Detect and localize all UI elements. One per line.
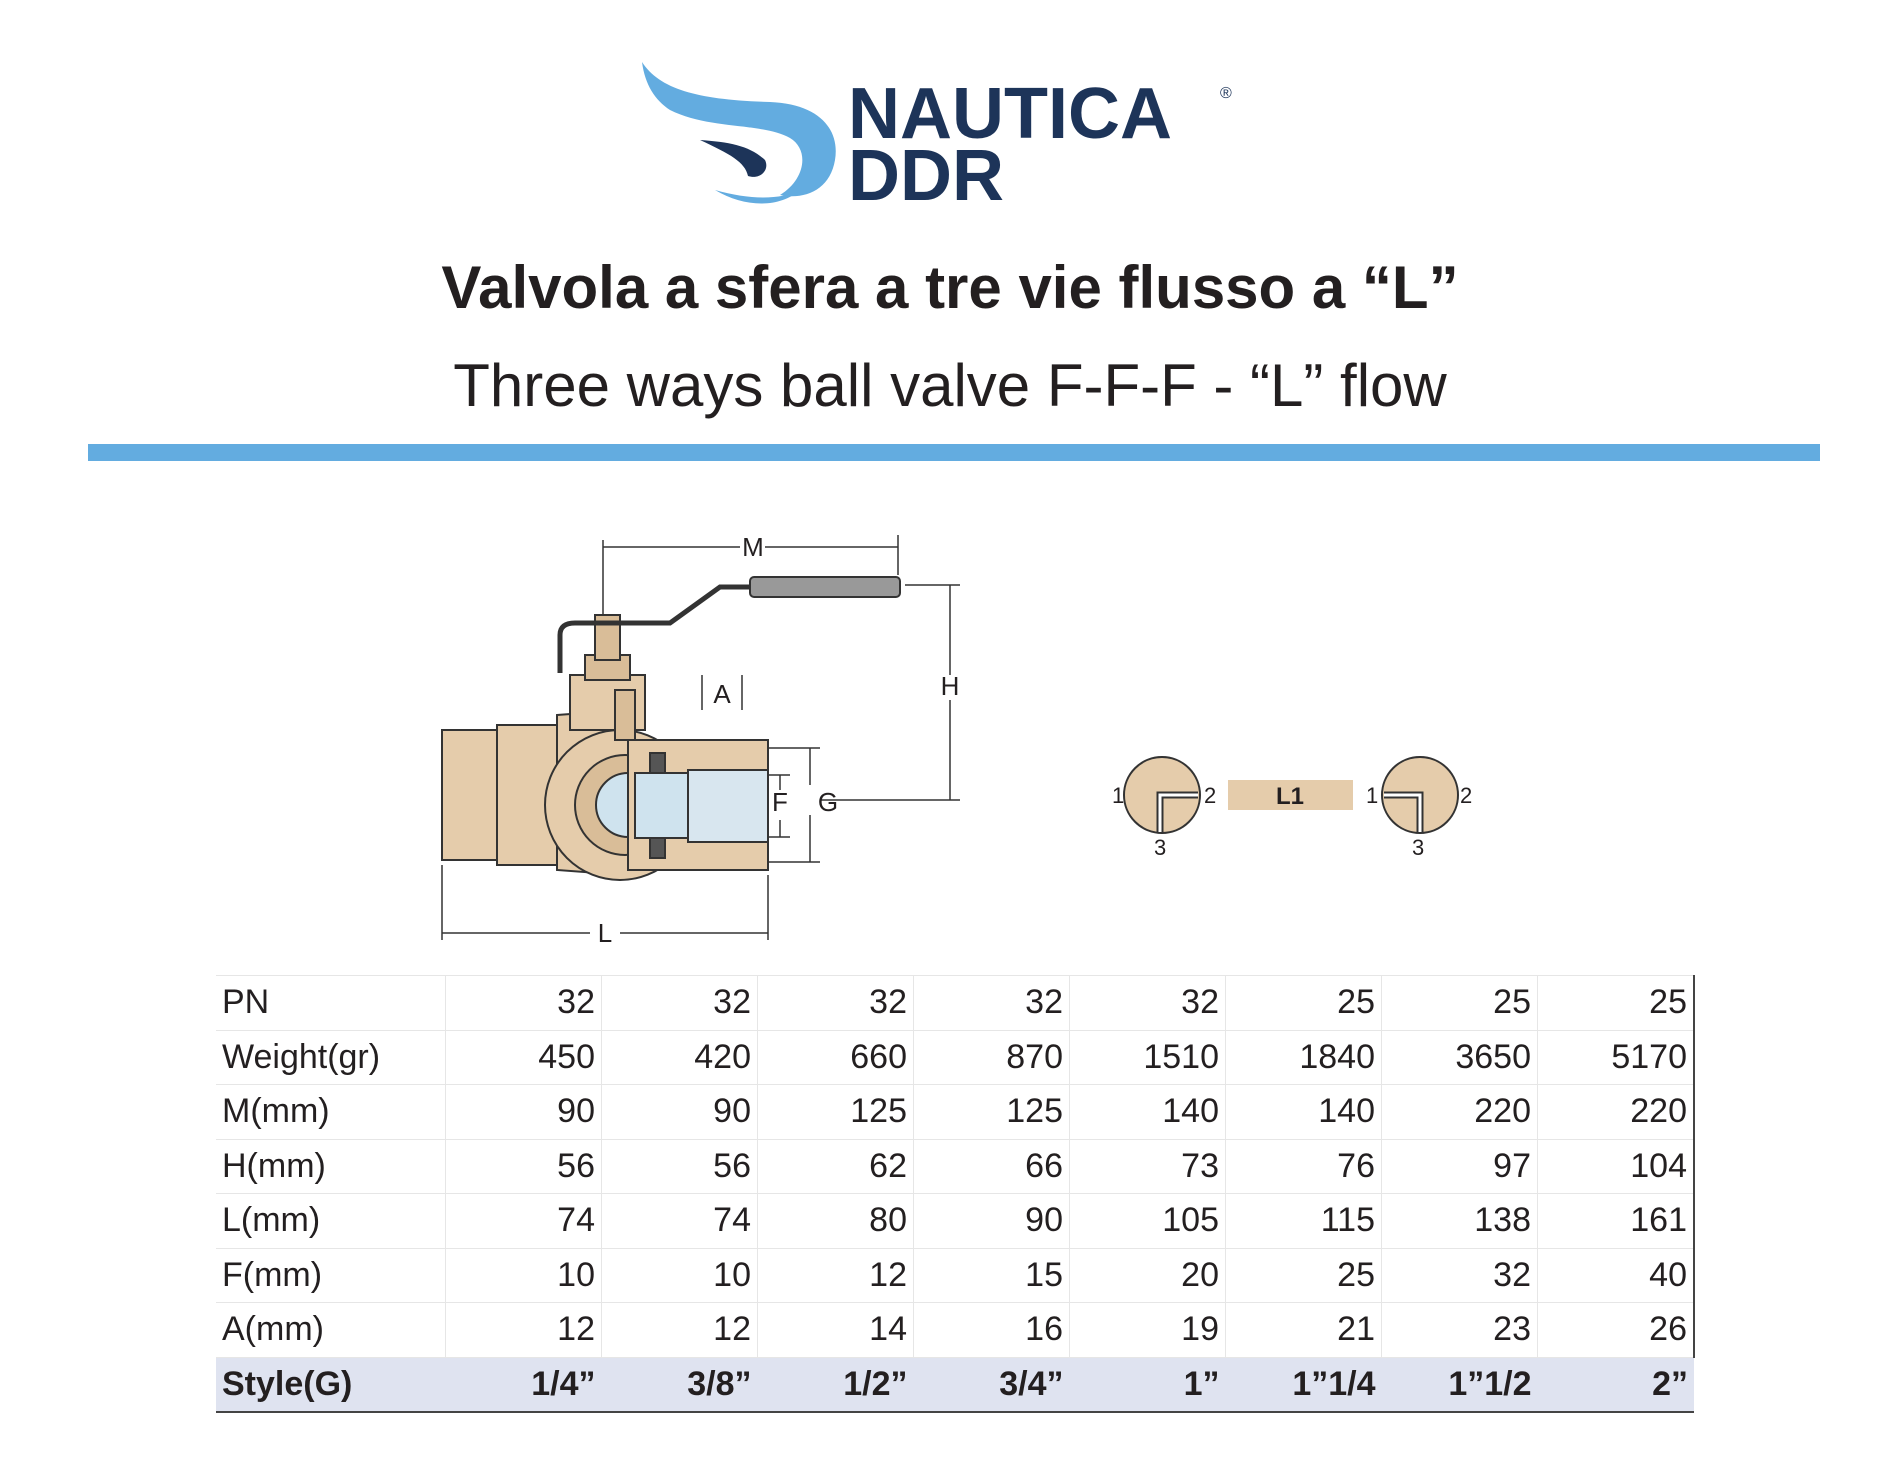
table-row xyxy=(216,1030,1694,1085)
table-cell: 25 xyxy=(1226,1248,1382,1303)
spec-table xyxy=(216,975,1695,1413)
table-cell: 138 xyxy=(1382,1194,1538,1249)
table-cell: 15 xyxy=(914,1248,1070,1303)
table-cell: 56 xyxy=(446,1139,602,1194)
table-row xyxy=(216,1085,1694,1140)
table-cell: 74 xyxy=(602,1194,758,1249)
table-cell: 19 xyxy=(1070,1303,1226,1358)
port-1-left: 1 xyxy=(1112,783,1125,808)
table-cell: 90 xyxy=(446,1085,602,1140)
table-cell: 660 xyxy=(758,1030,914,1085)
title-english: Three ways ball valve F-F-F - “L” flow xyxy=(453,352,1447,419)
table-cell: 90 xyxy=(602,1085,758,1140)
table-row-style xyxy=(216,1357,1694,1412)
dim-label-m: M xyxy=(742,532,764,562)
table-cell: 10 xyxy=(446,1248,602,1303)
table-cell: 125 xyxy=(758,1085,914,1140)
table-cell: 32 xyxy=(914,976,1070,1031)
table-cell: 1”1/2 xyxy=(1382,1357,1538,1412)
table-cell: 80 xyxy=(758,1194,914,1249)
row-label: F(mm) xyxy=(216,1248,446,1303)
dim-label-l: L xyxy=(597,918,613,948)
row-label: L(mm) xyxy=(216,1194,446,1249)
valve-body xyxy=(442,615,768,880)
table-cell: 14 xyxy=(758,1303,914,1358)
table-cell: 26 xyxy=(1538,1303,1695,1358)
table-cell: 1/2” xyxy=(758,1357,914,1412)
table-cell: 25 xyxy=(1226,976,1382,1031)
row-label: M(mm) xyxy=(216,1085,446,1140)
table-cell: 1840 xyxy=(1226,1030,1382,1085)
table-cell: 140 xyxy=(1226,1085,1382,1140)
table-cell: 2” xyxy=(1538,1357,1695,1412)
table-row xyxy=(216,1194,1694,1249)
table-cell: 66 xyxy=(914,1139,1070,1194)
table-cell: 1”1/4 xyxy=(1226,1357,1382,1412)
brand-name-line2: DDR xyxy=(848,136,1004,210)
table-cell: 32 xyxy=(1070,976,1226,1031)
table-cell: 32 xyxy=(1382,1248,1538,1303)
row-label: A(mm) xyxy=(216,1303,446,1358)
table-cell: 1” xyxy=(1070,1357,1226,1412)
port-3-left: 3 xyxy=(1154,835,1167,860)
table-cell: 74 xyxy=(446,1194,602,1249)
table-cell: 1/4” xyxy=(446,1357,602,1412)
table-cell: 104 xyxy=(1538,1139,1695,1194)
table-cell: 220 xyxy=(1382,1085,1538,1140)
port-2-right: 2 xyxy=(1460,783,1473,808)
port-3-right: 3 xyxy=(1412,835,1425,860)
table-cell: 56 xyxy=(602,1139,758,1194)
table-cell: 97 xyxy=(1382,1139,1538,1194)
table-row xyxy=(216,1248,1694,1303)
valve-drawing xyxy=(420,515,980,955)
table-cell: 3/4” xyxy=(914,1357,1070,1412)
row-label: PN xyxy=(216,976,446,1031)
table-cell: 32 xyxy=(446,976,602,1031)
table-cell: 5170 xyxy=(1538,1030,1695,1085)
registered-mark: ® xyxy=(1220,85,1232,102)
table-cell: 125 xyxy=(914,1085,1070,1140)
flow-type-label: L1 xyxy=(1275,783,1305,810)
dim-label-f: F xyxy=(772,787,788,817)
table-cell: 3650 xyxy=(1382,1030,1538,1085)
table-cell: 870 xyxy=(914,1030,1070,1085)
table-cell: 23 xyxy=(1382,1303,1538,1358)
table-row xyxy=(216,976,1694,1031)
flow-symbol-right xyxy=(1382,757,1458,833)
nautica-ddr-logo xyxy=(630,50,1290,210)
table-cell: 62 xyxy=(758,1139,914,1194)
port-2-left: 2 xyxy=(1204,783,1217,808)
table-cell: 25 xyxy=(1382,976,1538,1031)
table-cell: 105 xyxy=(1070,1194,1226,1249)
title-italian: Valvola a sfera a tre vie flusso a “L” xyxy=(441,254,1459,321)
table-cell: 161 xyxy=(1538,1194,1695,1249)
port-1-right: 1 xyxy=(1366,783,1379,808)
table-cell: 12 xyxy=(446,1303,602,1358)
table-cell: 10 xyxy=(602,1248,758,1303)
accent-rule xyxy=(88,444,1820,461)
table-cell: 76 xyxy=(1226,1139,1382,1194)
table-cell: 450 xyxy=(446,1030,602,1085)
table-cell: 40 xyxy=(1538,1248,1695,1303)
table-cell: 12 xyxy=(758,1248,914,1303)
row-label: H(mm) xyxy=(216,1139,446,1194)
table-cell: 140 xyxy=(1070,1085,1226,1140)
table-row xyxy=(216,1139,1694,1194)
table-cell: 220 xyxy=(1538,1085,1695,1140)
table-cell: 90 xyxy=(914,1194,1070,1249)
brand-name-line1: NAUTICA xyxy=(848,74,1172,154)
wave-icon xyxy=(642,62,836,204)
table-cell: 16 xyxy=(914,1303,1070,1358)
row-label: Weight(gr) xyxy=(216,1030,446,1085)
dim-label-a: A xyxy=(713,679,731,709)
table-cell: 32 xyxy=(602,976,758,1031)
dim-label-h: H xyxy=(940,671,960,701)
table-cell: 420 xyxy=(602,1030,758,1085)
dim-label-g: G xyxy=(817,787,839,817)
table-cell: 32 xyxy=(758,976,914,1031)
table-cell: 25 xyxy=(1538,976,1695,1031)
table-cell: 73 xyxy=(1070,1139,1226,1194)
row-label: Style(G) xyxy=(216,1357,446,1412)
table-row xyxy=(216,1303,1694,1358)
table-cell: 12 xyxy=(602,1303,758,1358)
table-cell: 115 xyxy=(1226,1194,1382,1249)
flow-symbol-left xyxy=(1124,757,1200,833)
table-cell: 1510 xyxy=(1070,1030,1226,1085)
flow-diagram xyxy=(1090,740,1490,860)
table-cell: 20 xyxy=(1070,1248,1226,1303)
table-cell: 3/8” xyxy=(602,1357,758,1412)
table-cell: 21 xyxy=(1226,1303,1382,1358)
